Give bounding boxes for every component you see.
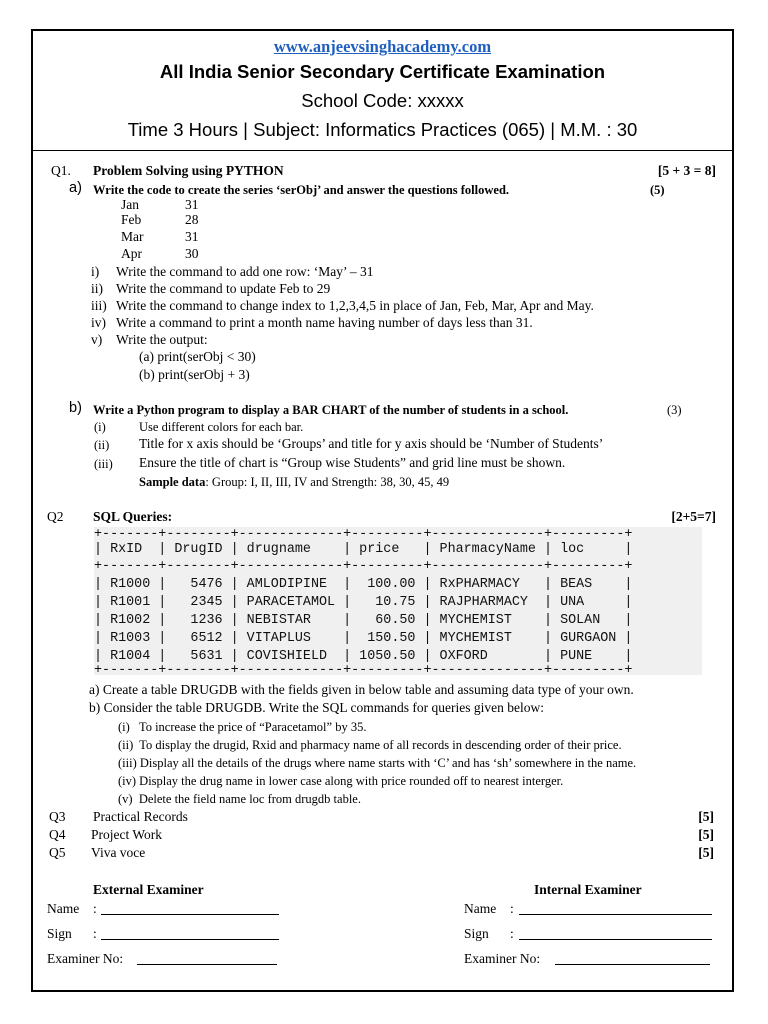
q1a-item-num: ii) <box>91 281 103 296</box>
table-border: +-------+--------+-------------+---------+--------------+---------+ <box>94 663 633 678</box>
colon: : <box>93 901 97 916</box>
q1b-item-num: (i) <box>94 420 106 434</box>
table-border: +-------+--------+-------------+---------+--------------+---------+ <box>94 527 633 542</box>
q1b-text: Write a Python program to display a BAR CHART of the number of students in a school. <box>93 403 569 417</box>
q5-marks: [5] <box>698 845 714 860</box>
table-header: | RxID | DrugID | drugname | price | PharmacyName | loc | <box>94 542 633 557</box>
colon: : <box>510 926 514 941</box>
internal-examiner-no-field[interactable] <box>555 952 710 965</box>
series-days: 30 <box>185 246 199 261</box>
exam-meta: Time 3 Hours | Subject: Informatics Practices (065) | M.M. : 30 <box>127 119 638 140</box>
q1a-item-text: Write the command to change index to 1,2,3,4,5 in place of Jan, Feb, Mar, Apr and May. <box>116 298 594 313</box>
colon: : <box>93 926 97 941</box>
q2-marks: [2+5=7] <box>671 509 716 524</box>
table-row: | R1001 | 2345 | PARACETAMOL | 10.75 | RAJPHARMACY | UNA | <box>94 595 633 610</box>
table-border: +-------+--------+-------------+---------+--------------+---------+ <box>94 559 633 574</box>
q1b-item-text: Title for x axis should be ‘Groups’ and title for y axis should be ‘Number of Students’ <box>139 436 604 451</box>
external-name-field[interactable] <box>101 902 279 915</box>
q1a-item-text: Write the command to update Feb to 29 <box>116 281 331 296</box>
series-month: Feb <box>121 212 142 227</box>
table-row: | R1000 | 5476 | AMLODIPINE | 100.00 | RxPHARMACY | BEAS | <box>94 577 633 592</box>
external-examiner-no-field[interactable] <box>137 952 277 965</box>
exam-title: All India Senior Secondary Certificate Examination <box>159 61 606 82</box>
q3-marks: [5] <box>698 809 714 824</box>
q1-number: Q1. <box>51 163 71 178</box>
external-sign-label: Sign <box>47 926 72 941</box>
colon: : <box>510 901 514 916</box>
q1a-marks: (5) <box>650 183 665 197</box>
external-examiner-heading: External Examiner <box>93 882 204 897</box>
series-days: 28 <box>185 212 199 227</box>
internal-sign-field[interactable] <box>519 927 712 940</box>
sql-table-output <box>94 527 702 678</box>
school-code: School Code: xxxxx <box>301 90 464 111</box>
q2-item: (ii) To display the drugid, Rxid and pharmacy name of all records in descending order of their price. <box>118 738 622 752</box>
q2-title: SQL Queries: <box>93 509 173 524</box>
q1b-marks: (3) <box>667 403 682 417</box>
q3-text: Practical Records <box>93 809 188 824</box>
q1b-label: b) <box>69 400 82 416</box>
header-divider <box>33 150 732 151</box>
output-item: (b) print(serObj + 3) <box>139 367 250 382</box>
q5-text: Viva voce <box>91 845 146 860</box>
q4-marks: [5] <box>698 827 714 842</box>
external-sign-field[interactable] <box>101 927 279 940</box>
q1a-text: Write the code to create the series ‘serObj’ and answer the questions followed. <box>93 183 510 197</box>
q2b-text: b) Consider the table DRUGDB. Write the SQL commands for queries given below: <box>89 700 544 715</box>
q2-item: (iv) Display the drug name in lower case along with price rounded off to nearest interger. <box>118 774 564 788</box>
external-examiner-no-label: Examiner No: <box>47 951 124 966</box>
q2-item: (v) Delete the field name loc from drugdb table. <box>118 792 361 806</box>
q3-number: Q3 <box>49 809 66 824</box>
series-month: Mar <box>121 229 144 244</box>
q1a-item-num: iv) <box>91 315 106 330</box>
table-row: | R1002 | 1236 | NEBISTAR | 60.50 | MYCHEMIST | SOLAN | <box>94 613 633 628</box>
q1a-item-text: Write a command to print a month name having number of days less than 31. <box>116 315 533 330</box>
output-item: (a) print(serObj < 30) <box>139 349 256 364</box>
internal-name-label: Name <box>464 901 497 916</box>
table-row: | R1003 | 6512 | VITAPLUS | 150.50 | MYCHEMIST | GURGAON | <box>94 631 633 646</box>
series-month: Apr <box>121 246 142 261</box>
internal-examiner-no-label: Examiner No: <box>464 951 541 966</box>
internal-sign-label: Sign <box>464 926 489 941</box>
q1a-item-num: v) <box>91 332 103 347</box>
q1a-item-text: Write the command to add one row: ‘May’ – 31 <box>116 264 374 279</box>
q2-number: Q2 <box>47 509 64 524</box>
table-row: | R1004 | 5631 | COVISHIELD | 1050.50 | OXFORD | PUNE | <box>94 649 633 664</box>
sample-text: : Group: I, II, III, IV and Strength: 38, 30, 45, 49 <box>205 475 450 489</box>
q1a-label: a) <box>69 180 82 196</box>
q1b-item-num: (iii) <box>94 457 113 471</box>
q4-text: Project Work <box>91 827 163 842</box>
website-link[interactable]: www.anjeevsinghacademy.com <box>273 37 492 56</box>
internal-examiner-heading: Internal Examiner <box>534 882 642 897</box>
q1b-item-num: (ii) <box>94 438 110 452</box>
q4-number: Q4 <box>49 827 66 842</box>
external-name-label: Name <box>47 901 80 916</box>
q5-number: Q5 <box>49 845 66 860</box>
q1a-item-text: Write the output: <box>116 332 208 347</box>
q1a-item-num: i) <box>91 264 100 279</box>
q1b-item-text: Ensure the title of chart is “Group wise Students” and grid line must be shown. <box>139 455 566 470</box>
series-days: 31 <box>185 197 199 212</box>
q1a-item-num: iii) <box>91 298 107 313</box>
q1-title: Problem Solving using PYTHON <box>93 163 284 178</box>
series-days: 31 <box>185 229 199 244</box>
q2-item: (i) To increase the price of “Paracetamol” by 35. <box>118 720 367 734</box>
q2a-text: a) Create a table DRUGDB with the fields given in below table and assuming data type of your own. <box>89 682 634 697</box>
q1b-item-text: Use different colors for each bar. <box>139 420 304 434</box>
internal-name-field[interactable] <box>519 902 712 915</box>
q2-item: (iii) Display all the details of the drugs where name starts with ‘C’ and has ‘sh’ somewhere in the name. <box>118 756 637 770</box>
q1-marks: [5 + 3 = 8] <box>657 163 716 178</box>
series-month: Jan <box>121 197 139 212</box>
sample-label: Sample data <box>139 475 206 489</box>
